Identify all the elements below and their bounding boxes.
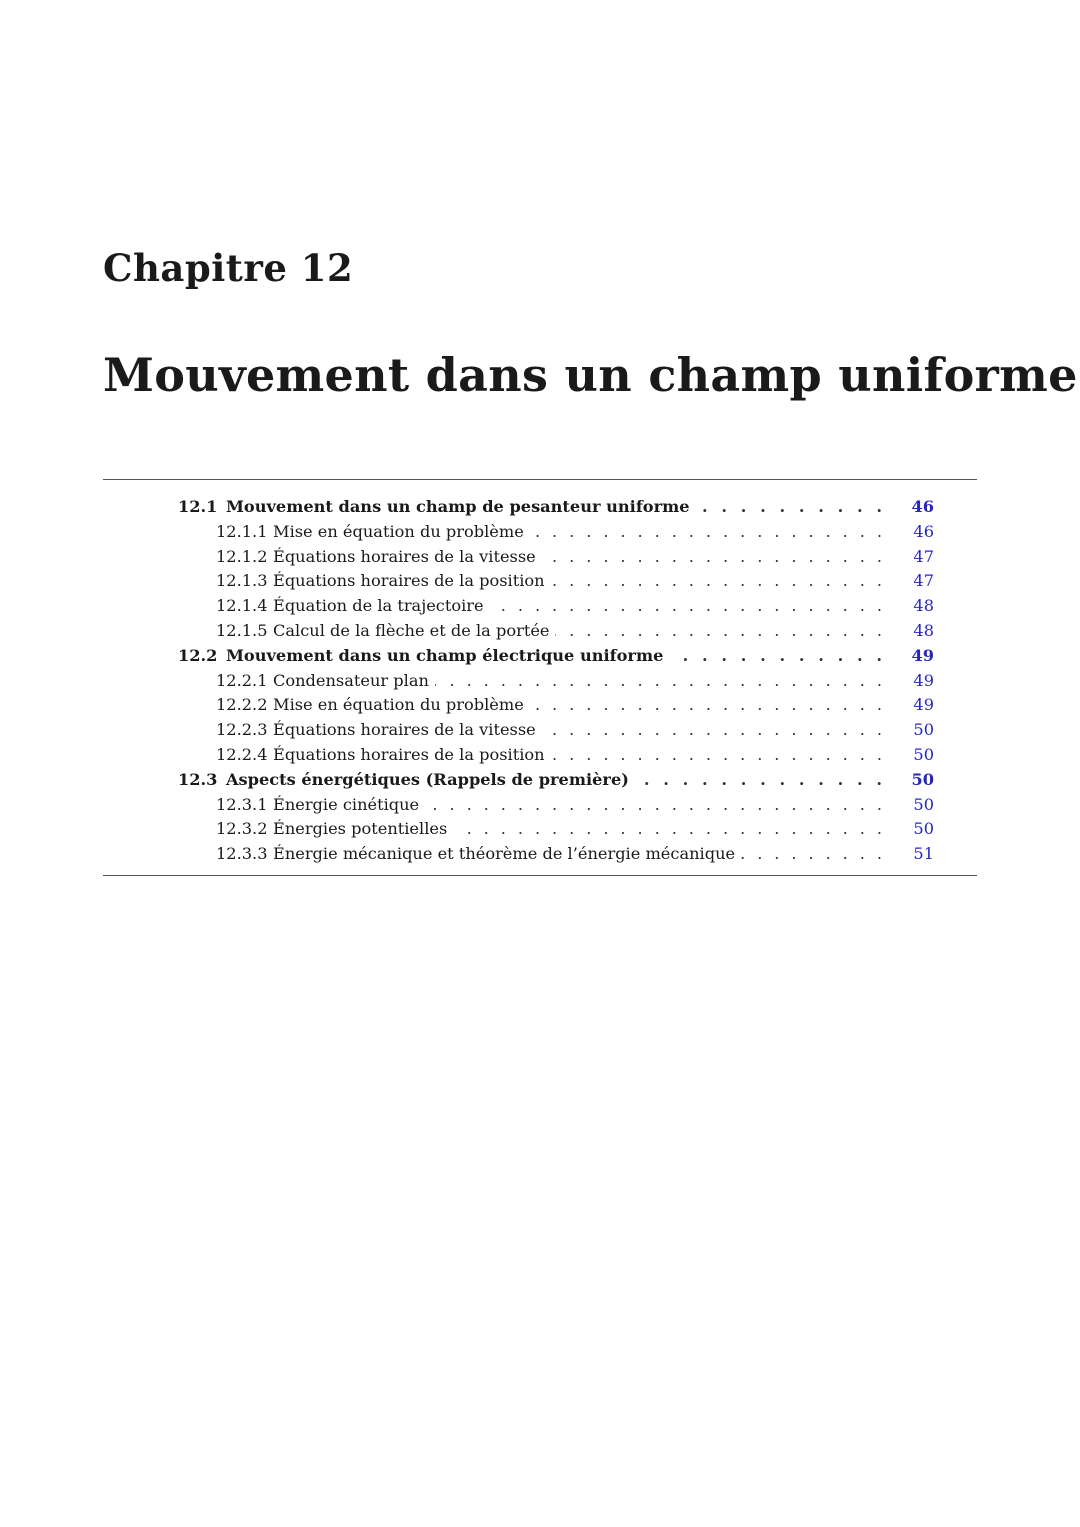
toc-entry-title[interactable]: Équations horaires de la position bbox=[273, 744, 545, 764]
toc-entry-number: 12.1.1 bbox=[216, 521, 268, 541]
toc-leader-dots bbox=[741, 842, 882, 867]
toc-entry[interactable] bbox=[178, 495, 934, 520]
toc-entry-page[interactable]: 47 bbox=[913, 571, 934, 591]
table-of-contents bbox=[178, 495, 934, 867]
toc-entry-number: 12.3.1 bbox=[216, 794, 268, 814]
toc-leader-dots bbox=[490, 594, 882, 619]
toc-entry-page[interactable]: 50 bbox=[911, 769, 934, 789]
toc-entry-title[interactable]: Équations horaires de la position bbox=[273, 571, 545, 591]
toc-entry-page[interactable]: 50 bbox=[913, 794, 934, 814]
toc-leader-dots bbox=[435, 669, 882, 694]
toc-leader-dots bbox=[551, 743, 882, 768]
toc-entry-page[interactable]: 50 bbox=[913, 819, 934, 839]
toc-entry-page[interactable]: 47 bbox=[913, 546, 934, 566]
toc-entry-page[interactable]: 49 bbox=[913, 695, 934, 715]
toc-entry[interactable] bbox=[178, 793, 934, 818]
toc-entry-title[interactable]: Mise en équation du problème bbox=[273, 521, 524, 541]
toc-leader-dots bbox=[542, 545, 882, 570]
toc-entry-title[interactable]: Équations horaires de la vitesse bbox=[273, 720, 536, 740]
toc-entry[interactable] bbox=[178, 743, 934, 768]
toc-entry-page[interactable]: 50 bbox=[913, 720, 934, 740]
toc-entry-title[interactable]: Calcul de la flèche et de la portée bbox=[273, 620, 550, 640]
toc-entry-page[interactable]: 48 bbox=[913, 620, 934, 640]
toc-entry-page[interactable]: 49 bbox=[913, 670, 934, 690]
toc-entry[interactable] bbox=[178, 545, 934, 570]
toc-leader-dots bbox=[555, 619, 882, 644]
toc-leader-dots bbox=[696, 495, 882, 520]
toc-entry-title[interactable]: Mouvement dans un champ de pesanteur uniforme bbox=[226, 497, 690, 516]
toc-entry-number: 12.2.2 bbox=[216, 695, 268, 715]
toc-entry[interactable] bbox=[178, 569, 934, 594]
toc-entry-page[interactable]: 49 bbox=[911, 645, 934, 665]
toc-entry-title[interactable]: Équations horaires de la vitesse bbox=[273, 546, 536, 566]
chapter-label: Chapitre 12 bbox=[103, 246, 354, 290]
toc-entry-title[interactable]: Condensateur plan bbox=[273, 670, 429, 690]
chapter-title: Mouvement dans un champ uniforme bbox=[103, 348, 1078, 402]
toc-entry[interactable] bbox=[178, 594, 934, 619]
toc-entry[interactable] bbox=[178, 619, 934, 644]
toc-entry-title[interactable]: Aspects énergétiques (Rappels de première) bbox=[226, 769, 629, 789]
toc-entry[interactable] bbox=[178, 842, 934, 867]
toc-entry-number: 12.1.5 bbox=[216, 620, 268, 640]
toc-entry-number: 12.2.4 bbox=[216, 744, 268, 764]
toc-entry-page[interactable]: 48 bbox=[913, 596, 934, 616]
toc-leader-dots bbox=[530, 520, 882, 545]
toc-entry-title[interactable]: Mise en équation du problème bbox=[273, 695, 524, 715]
toc-entry-number: 12.1 bbox=[178, 497, 218, 516]
toc-entry[interactable] bbox=[178, 669, 934, 694]
toc-leader-dots bbox=[530, 693, 882, 718]
toc-entry-page[interactable]: 51 bbox=[913, 844, 934, 864]
toc-leader-dots bbox=[542, 718, 882, 743]
toc-entry-number: 12.1.4 bbox=[216, 596, 268, 616]
toc-entry[interactable] bbox=[178, 817, 934, 842]
toc-entry-title[interactable]: Énergie mécanique et théorème de l’énergie mécanique bbox=[273, 844, 736, 864]
toc-entry-title[interactable]: Énergie cinétique bbox=[273, 794, 420, 814]
toc-top-rule bbox=[103, 479, 977, 480]
toc-entry-title[interactable]: Équation de la trajectoire bbox=[273, 596, 484, 616]
toc-entry-title[interactable]: Mouvement dans un champ électrique uniforme bbox=[226, 645, 664, 665]
toc-entry[interactable] bbox=[178, 644, 934, 669]
toc-entry-page[interactable]: 46 bbox=[913, 521, 934, 541]
toc-entry-page[interactable]: 50 bbox=[913, 744, 934, 764]
toc-entry-number: 12.1.2 bbox=[216, 546, 268, 566]
toc-entry-title[interactable]: Énergies potentielles bbox=[273, 819, 448, 839]
toc-leader-dots bbox=[669, 644, 882, 669]
toc-entry[interactable] bbox=[178, 693, 934, 718]
toc-entry-number: 12.3.2 bbox=[216, 819, 268, 839]
toc-entry-number: 12.3.3 bbox=[216, 844, 268, 864]
toc-entry-number: 12.1.3 bbox=[216, 571, 268, 591]
toc-entry[interactable] bbox=[178, 520, 934, 545]
toc-entry[interactable] bbox=[178, 718, 934, 743]
toc-entry-number: 12.2.3 bbox=[216, 720, 268, 740]
toc-leader-dots bbox=[453, 817, 882, 842]
toc-leader-dots bbox=[551, 569, 882, 594]
toc-entry-number: 12.2.1 bbox=[216, 670, 268, 690]
toc-leader-dots bbox=[635, 768, 882, 793]
toc-bottom-rule bbox=[103, 875, 977, 876]
toc-leader-dots bbox=[425, 793, 882, 818]
toc-entry[interactable] bbox=[178, 768, 934, 793]
toc-entry-number: 12.3 bbox=[178, 769, 218, 789]
toc-entry-number: 12.2 bbox=[178, 645, 218, 665]
toc-entry-page[interactable]: 46 bbox=[911, 497, 934, 516]
